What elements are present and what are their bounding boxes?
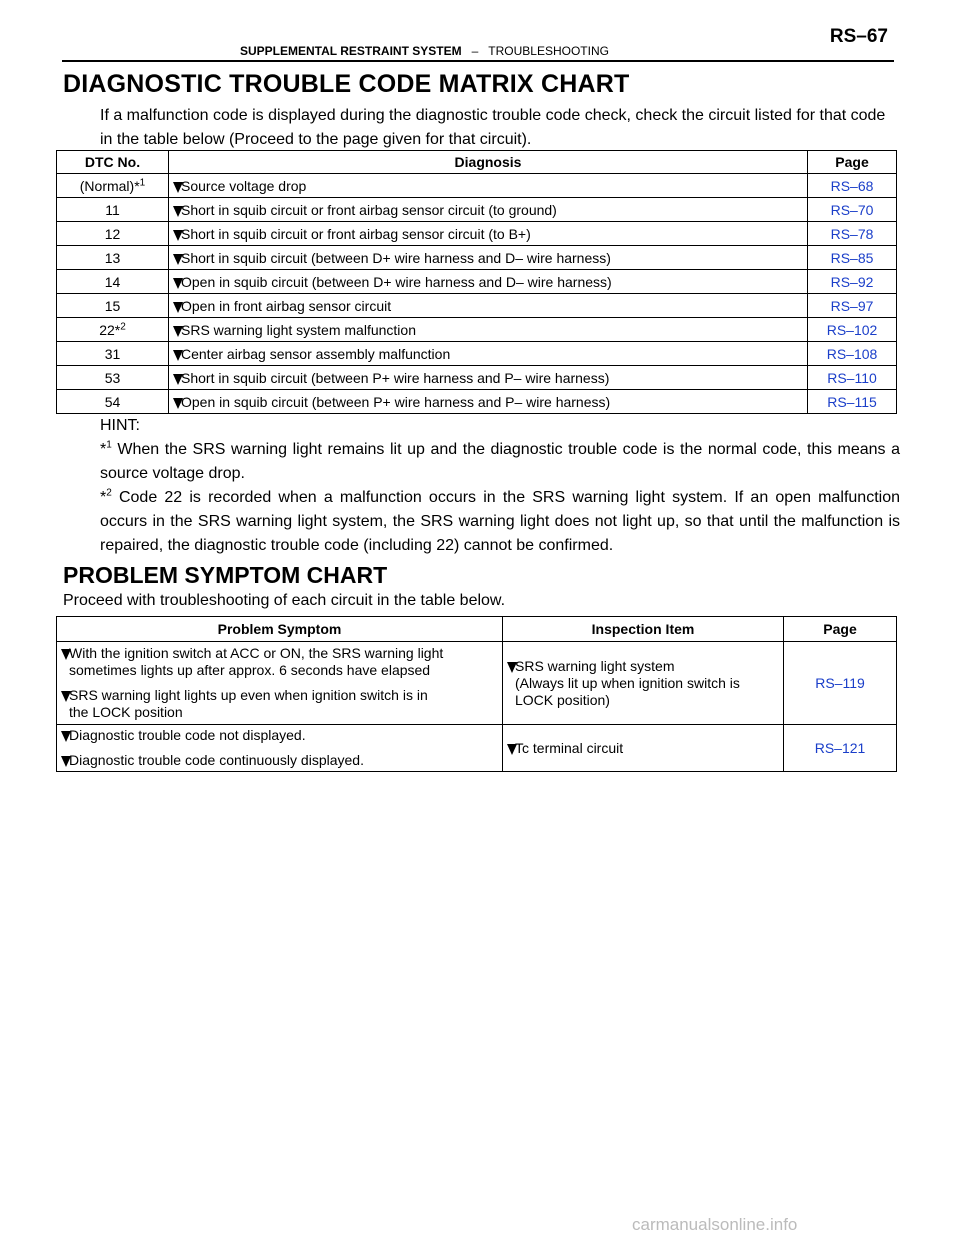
diagnosis-cell — [169, 270, 808, 294]
symptom-line — [61, 687, 498, 704]
table-row — [57, 366, 897, 390]
inspection-line — [507, 675, 779, 692]
column-header-diagnosis: Diagnosis — [169, 151, 808, 174]
symptom-text: Diagnostic trouble code continuously displayed. — [69, 752, 364, 768]
page-link[interactable]: RS–119 — [815, 675, 865, 691]
dtc-code: 15 — [104, 297, 121, 314]
symptom-line — [61, 752, 498, 769]
header-separator: – — [471, 44, 479, 58]
hint-note — [100, 438, 900, 486]
dtc-code-cell — [57, 198, 169, 222]
page-cell — [808, 270, 897, 294]
table-header-row — [57, 151, 897, 174]
diagnosis-cell — [169, 318, 808, 342]
page-link[interactable]: RS–70 — [830, 201, 874, 218]
inspection-text: (Always lit up when ignition switch is — [515, 674, 740, 691]
page-cell — [808, 318, 897, 342]
page-cell — [808, 222, 897, 246]
diagnosis-cell — [169, 342, 808, 366]
page-link[interactable]: RS–78 — [830, 225, 874, 242]
page-link[interactable]: RS–121 — [814, 740, 866, 756]
inspection-cell — [503, 725, 784, 772]
footnote-marker: 1 — [106, 439, 112, 451]
diagnosis-cell — [169, 198, 808, 222]
page-link[interactable]: RS–68 — [830, 177, 874, 194]
footnote-star: * — [100, 489, 107, 506]
symptom-text: sometimes lights up after approx. 6 seconds have elapsed — [69, 662, 431, 678]
dtc-code-cell — [57, 222, 169, 246]
symptom-line — [61, 704, 498, 721]
diagnosis-text: SRS warning light system malfunction — [181, 321, 416, 338]
dtc-code-cell — [57, 246, 169, 270]
footnote-marker: 1 — [139, 176, 146, 188]
diagnosis-text: Open in front airbag sensor circuit — [181, 297, 392, 314]
page-cell — [808, 390, 897, 414]
page-cell — [808, 246, 897, 270]
hint-note-text: Code 22 is recorded when a malfunction occurs in the SRS warning light system. If an open malfunction occurs in the SRS warning light system, the SRS warning light does not light up, so that until the malfunction is repaired, the diagnostic trouble code (including 22) cannot be confirmed. — [100, 489, 900, 554]
inspection-text: Tc terminal circuit — [515, 739, 624, 756]
symptom-text: With the ignition switch at ACC or ON, the SRS warning light — [69, 645, 444, 661]
column-header-symptom: Problem Symptom — [57, 617, 503, 642]
dtc-code: 11 — [105, 201, 120, 218]
symptom-cell — [57, 725, 503, 772]
page-cell — [808, 294, 897, 318]
section-name: SUPPLEMENTAL RESTRAINT SYSTEM — [240, 44, 462, 58]
column-header-page: Page — [808, 151, 897, 174]
symptom-line — [61, 662, 498, 679]
diagnosis-cell — [169, 174, 808, 198]
symptom-chart-intro: Proceed with troubleshooting of each circuit in the table below. — [63, 592, 506, 609]
page-cell — [808, 174, 897, 198]
page-cell — [808, 342, 897, 366]
footnote-marker: 2 — [106, 487, 112, 499]
inspection-line — [507, 740, 779, 757]
dtc-code: 13 — [104, 249, 121, 266]
footnote-marker: 2 — [120, 320, 126, 332]
dtc-chart-intro: If a malfunction code is displayed during the diagnostic trouble code check, check the circuit listed for that code in the table below (Proceed to the page given for that circuit). — [100, 107, 886, 148]
table-row — [57, 342, 897, 366]
diagnosis-cell — [169, 222, 808, 246]
header-section — [240, 44, 609, 58]
page-cell — [808, 198, 897, 222]
inspection-text: SRS warning light system — [515, 657, 675, 674]
symptom-text: Diagnostic trouble code not displayed. — [69, 727, 306, 743]
column-header-page: Page — [784, 617, 897, 642]
symptom-cell — [57, 642, 503, 725]
dtc-code: 54 — [104, 393, 121, 410]
hint-label: HINT: — [100, 417, 140, 434]
page-link[interactable]: RS–110 — [827, 369, 877, 386]
table-row — [57, 318, 897, 342]
diagnosis-cell — [169, 294, 808, 318]
dtc-code: (Normal)* — [79, 177, 140, 194]
symptom-line — [61, 645, 498, 662]
spacer — [61, 679, 498, 687]
table-row — [57, 174, 897, 198]
page-header — [62, 26, 894, 62]
table-row — [57, 725, 897, 772]
page-link[interactable]: RS–102 — [826, 321, 878, 338]
footnote-star: * — [100, 441, 107, 458]
subsection-name: TROUBLESHOOTING — [488, 44, 609, 58]
dtc-matrix-table — [56, 150, 897, 414]
table-row — [57, 222, 897, 246]
diagnosis-cell — [169, 246, 808, 270]
inspection-cell — [503, 642, 784, 725]
column-header-dtc: DTC No. — [57, 151, 169, 174]
hint-note-text: When the SRS warning light remains lit up and the diagnostic trouble code is the normal code, this means a source voltage drop. — [100, 441, 900, 482]
watermark: carmanualsonline.info — [632, 1215, 798, 1234]
dtc-code: 22* — [99, 321, 121, 338]
symptom-chart-title: PROBLEM SYMPTOM CHART — [63, 562, 388, 588]
symptom-text: SRS warning light lights up even when ignition switch is in — [69, 687, 428, 703]
page-number: RS–67 — [829, 26, 888, 47]
diagnosis-text: Short in squib circuit (between P+ wire harness and P– wire harness) — [181, 369, 610, 386]
diagnosis-cell — [169, 390, 808, 414]
inspection-text: LOCK position) — [515, 691, 610, 708]
diagnosis-text: Short in squib circuit (between D+ wire harness and D– wire harness) — [181, 249, 611, 266]
diagnosis-text: Open in squib circuit (between P+ wire harness and P– wire harness) — [181, 393, 611, 410]
hint-block — [100, 414, 900, 558]
column-header-inspection: Inspection Item — [503, 617, 784, 642]
dtc-code-cell — [57, 390, 169, 414]
dtc-code-cell — [57, 294, 169, 318]
problem-symptom-table — [56, 616, 897, 772]
table-row — [57, 642, 897, 725]
page-cell — [784, 725, 897, 772]
page-link[interactable]: RS–108 — [826, 345, 878, 362]
dtc-code-cell — [57, 270, 169, 294]
dtc-code-cell — [57, 366, 169, 390]
hint-note — [100, 486, 900, 558]
table-row — [57, 246, 897, 270]
symptom-line — [61, 727, 498, 744]
spacer — [61, 744, 498, 752]
table-header-row — [57, 617, 897, 642]
page-cell — [784, 642, 897, 725]
dtc-code-cell — [57, 318, 169, 342]
inspection-line — [507, 658, 779, 675]
dtc-chart-title: DIAGNOSTIC TROUBLE CODE MATRIX CHART — [63, 70, 630, 98]
table-row — [57, 390, 897, 414]
diagnosis-text: Short in squib circuit or front airbag sensor circuit (to ground) — [181, 201, 557, 218]
table-row — [57, 294, 897, 318]
table-row — [57, 270, 897, 294]
diagnosis-text: Center airbag sensor assembly malfunction — [181, 345, 451, 362]
diagnosis-cell — [169, 366, 808, 390]
dtc-code-cell — [57, 174, 169, 198]
inspection-line — [507, 692, 779, 709]
page-link[interactable]: RS–92 — [830, 273, 874, 290]
dtc-code: 31 — [104, 345, 121, 362]
dtc-code: 12 — [104, 225, 121, 242]
page-link[interactable]: RS–97 — [830, 297, 874, 314]
dtc-code-cell — [57, 342, 169, 366]
diagnosis-text: Open in squib circuit (between D+ wire harness and D– wire harness) — [181, 273, 612, 290]
diagnosis-text: Source voltage drop — [181, 177, 307, 194]
page-link[interactable]: RS–85 — [830, 249, 874, 266]
page-cell — [808, 366, 897, 390]
symptom-text: the LOCK position — [69, 704, 183, 720]
table-row — [57, 198, 897, 222]
diagnosis-text: Short in squib circuit or front airbag sensor circuit (to B+) — [181, 225, 531, 242]
page-link[interactable]: RS–115 — [827, 393, 877, 410]
dtc-code: 53 — [104, 369, 121, 386]
dtc-code: 14 — [104, 273, 121, 290]
